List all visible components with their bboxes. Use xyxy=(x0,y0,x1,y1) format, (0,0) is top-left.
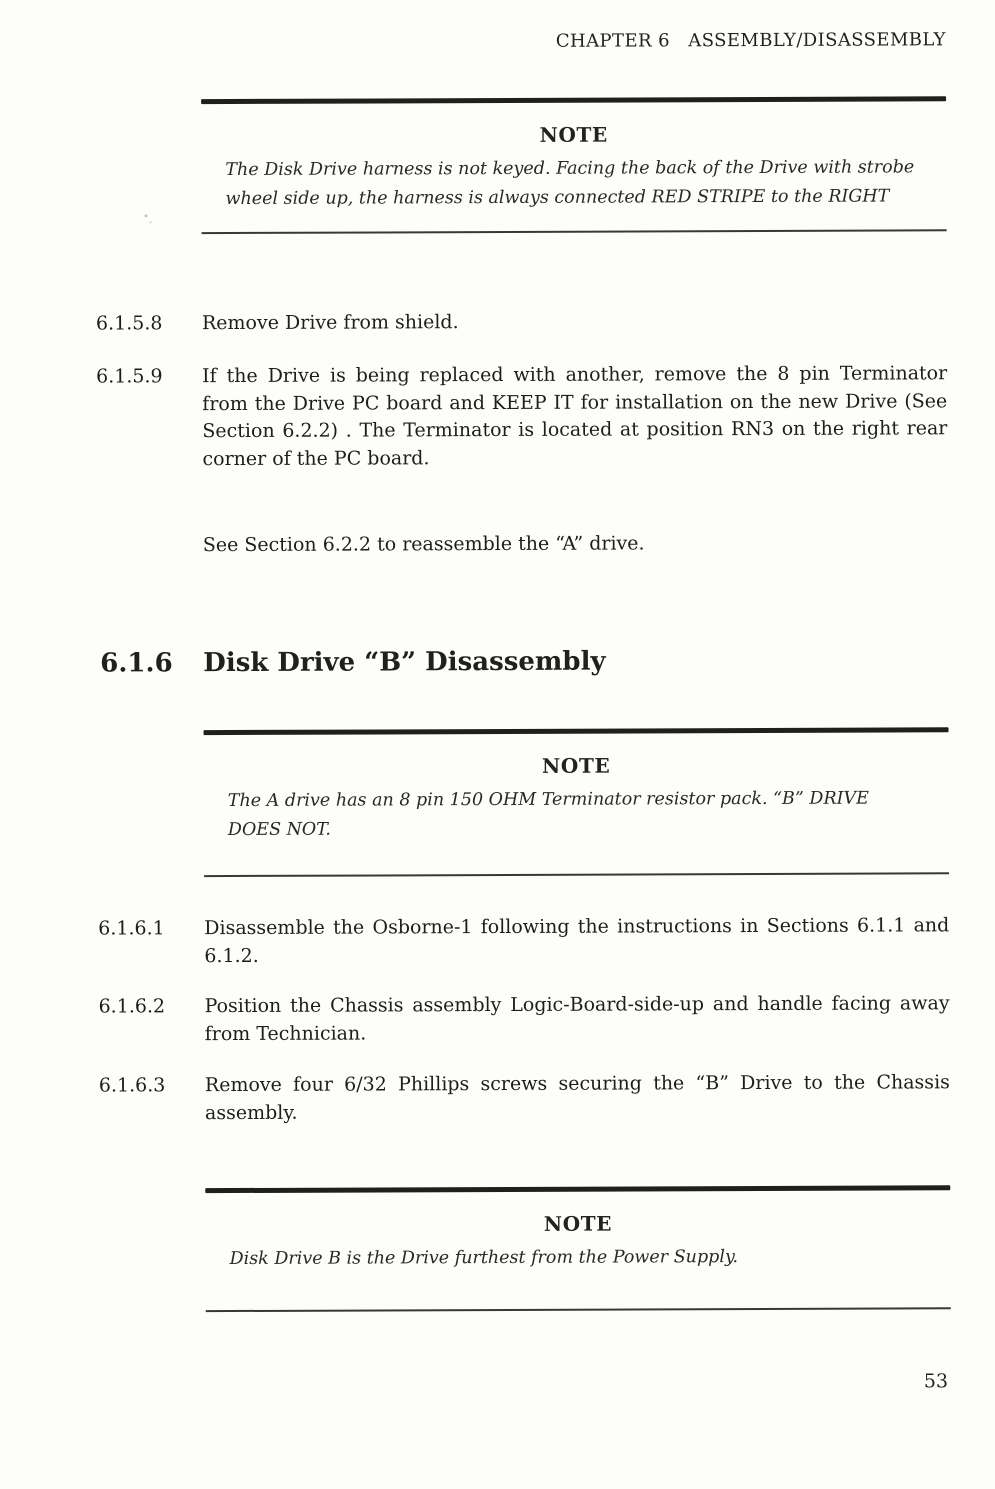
note-text: Disk Drive B is the Drive furthest from the Power Supply. xyxy=(229,1246,739,1269)
item-number: 6.1.6.1 xyxy=(98,917,165,940)
note-text: The Disk Drive harness is not keyed. Facing the back of the Drive with strobe wheel side up, the harness is always connected RED STRIPE to the RIGHT xyxy=(225,157,915,210)
see-also-text: See Section 6.2.2 to reassemble the “A” drive. xyxy=(202,531,645,556)
procedure-item xyxy=(99,1070,950,1128)
item-number: 6.1.6.3 xyxy=(98,1074,166,1098)
note-rule-top xyxy=(204,727,949,735)
procedure-item xyxy=(99,991,950,1049)
item-text: Remove four 6/32 Phillips screws securing the “B” Drive to the Chassis assembly. xyxy=(204,1071,950,1125)
procedure-item xyxy=(98,913,949,971)
note-block-harness xyxy=(201,96,947,234)
note-block-drive-b-location xyxy=(205,1185,950,1312)
note-block-terminator xyxy=(204,727,950,878)
item-number: 6.1.5.8 xyxy=(95,312,163,335)
note-rule-top xyxy=(201,96,946,104)
item-text: Position the Chassis assembly Logic-Board-side-up and handle facing away from Technician. xyxy=(204,992,950,1046)
section-title: Disk Drive “B” Disassembly xyxy=(203,646,606,678)
item-number: 6.1.5.9 xyxy=(96,365,163,388)
item-text: Disassemble the Osborne-1 following the instructions in Sections 6.1.1 and 6.1.2. xyxy=(204,914,950,967)
item-text: Remove Drive from shield. xyxy=(201,310,459,334)
note-rule-bottom xyxy=(204,873,949,878)
item-text: If the Drive is being replaced with another, remove the 8 pin Terminator from the Drive PC board and KEEP IT for installation on the new Drive (See Section 6.2.2) . The Terminator is located at position RN3 on the right rear corner of the PC board. xyxy=(202,362,948,471)
section-heading xyxy=(100,645,948,678)
note-title: NOTE xyxy=(541,753,611,778)
procedure-item xyxy=(96,307,947,338)
item-number: 6.1.6.2 xyxy=(98,995,166,1018)
procedure-item xyxy=(96,361,947,474)
note-rule-bottom xyxy=(206,1307,951,1312)
note-rule-top xyxy=(205,1185,950,1193)
note-title: NOTE xyxy=(543,1211,613,1236)
note-rule-bottom xyxy=(202,229,947,234)
chapter-header: CHAPTER 6 ASSEMBLY/DISASSEMBLY xyxy=(555,29,946,52)
note-text: The A drive has an 8 pin 150 OHM Terminator resistor pack. “B” DRIVE DOES NOT. xyxy=(227,788,869,840)
note-title: NOTE xyxy=(539,122,608,147)
page-number: 53 xyxy=(923,1370,949,1393)
section-number: 6.1.6 xyxy=(100,647,173,679)
scan-speckle xyxy=(145,214,148,217)
